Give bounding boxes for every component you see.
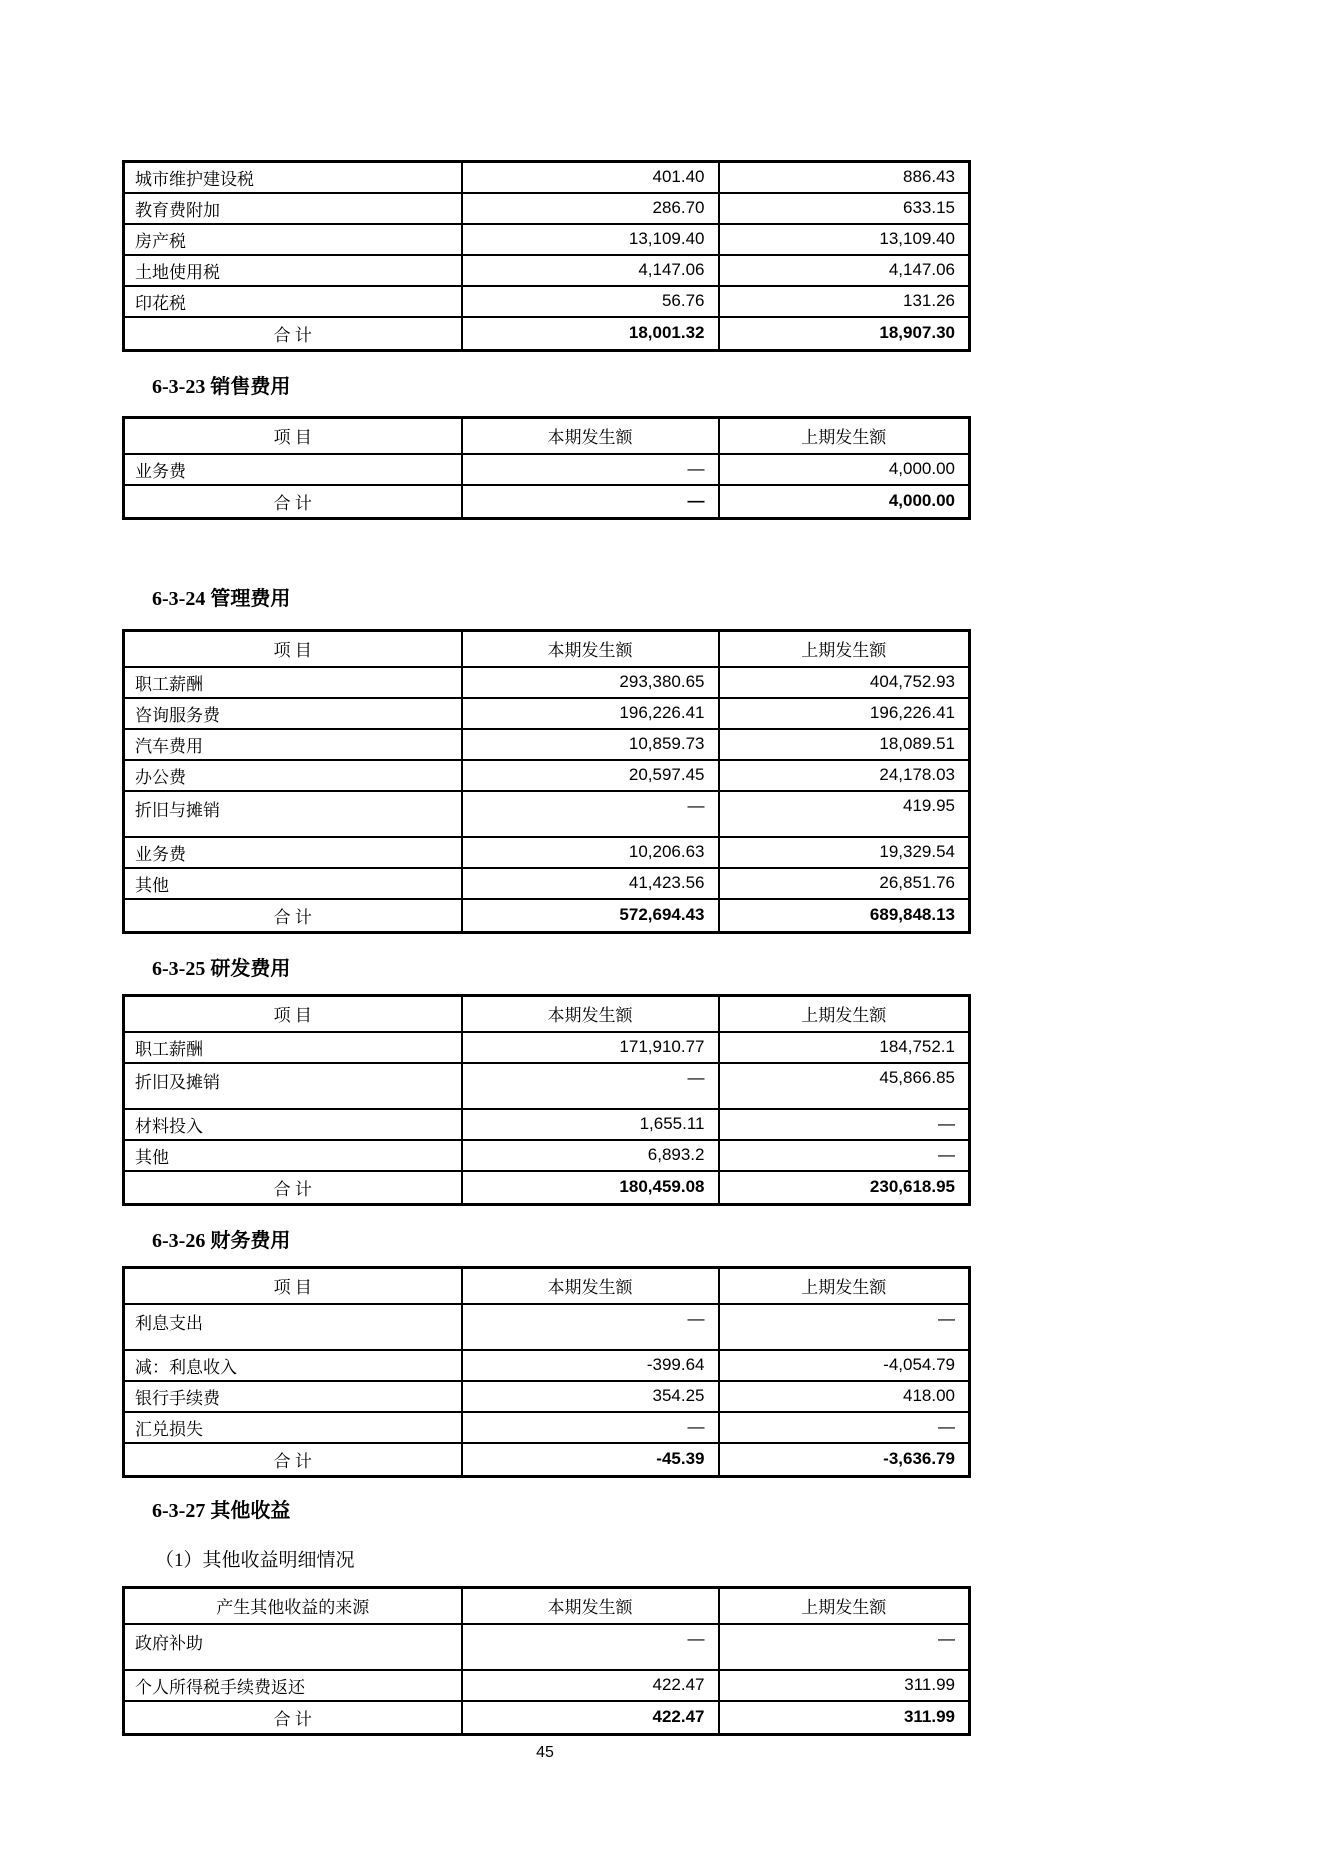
table-row: [124, 1304, 970, 1350]
column-header-current-period: 本期发生额: [462, 1268, 719, 1304]
row-label: 材料投入: [124, 1109, 462, 1140]
total-label: 合 计: [124, 1701, 462, 1735]
table-row: [124, 868, 970, 899]
current-period-value: 354.25: [462, 1381, 719, 1412]
table-row: [124, 667, 970, 698]
row-label: 汽车费用: [124, 729, 462, 760]
prior-period-value: 196,226.41: [719, 698, 970, 729]
total-row: [124, 1701, 970, 1735]
column-header-prior-period: 上期发生额: [719, 418, 970, 454]
current-period-value: 286.70: [462, 193, 719, 224]
table-row: [124, 760, 970, 791]
prior-period-value: -4,054.79: [719, 1350, 970, 1381]
prior-period-value: 404,752.93: [719, 667, 970, 698]
table-row: [124, 1032, 970, 1063]
current-period-value: 1,655.11: [462, 1109, 719, 1140]
column-header-current-period: 本期发生额: [462, 418, 719, 454]
current-period-value: —: [462, 454, 719, 485]
column-header-prior-period: 上期发生额: [719, 996, 970, 1032]
prior-period-value: 311.99: [719, 1670, 970, 1701]
total-label: 合 计: [124, 485, 462, 519]
total-prior-period-value: 689,848.13: [719, 899, 970, 933]
table-row: [124, 224, 970, 255]
row-label: 其他: [124, 1140, 462, 1171]
other-income-table: [122, 1586, 971, 1736]
row-label: 办公费: [124, 760, 462, 791]
current-period-value: 171,910.77: [462, 1032, 719, 1063]
total-current-period-value: 18,001.32: [462, 317, 719, 351]
admin-expenses-table: [122, 629, 971, 934]
table-row: [124, 1624, 970, 1670]
table-row: [124, 791, 970, 837]
current-period-value: 10,859.73: [462, 729, 719, 760]
current-period-value: 6,893.2: [462, 1140, 719, 1171]
prior-period-value: —: [719, 1140, 970, 1171]
row-label: 其他: [124, 868, 462, 899]
current-period-value: —: [462, 1412, 719, 1443]
total-current-period-value: 572,694.43: [462, 899, 719, 933]
prior-period-value: —: [719, 1412, 970, 1443]
total-current-period-value: -45.39: [462, 1443, 719, 1477]
row-label: 土地使用税: [124, 255, 462, 286]
row-label: 汇兑损失: [124, 1412, 462, 1443]
table-header-row: [124, 1268, 970, 1304]
total-current-period-value: 180,459.08: [462, 1171, 719, 1205]
column-header-item: 项 目: [124, 996, 462, 1032]
column-header-prior-period: 上期发生额: [719, 631, 970, 667]
total-row: [124, 317, 970, 351]
prior-period-value: 24,178.03: [719, 760, 970, 791]
current-period-value: —: [462, 1063, 719, 1109]
total-label: 合 计: [124, 899, 462, 933]
prior-period-value: 418.00: [719, 1381, 970, 1412]
prior-period-value: 19,329.54: [719, 837, 970, 868]
column-header-current-period: 本期发生额: [462, 1588, 719, 1624]
table-header-row: [124, 631, 970, 667]
page-number: 45: [536, 1744, 554, 1761]
row-label: 印花税: [124, 286, 462, 317]
prior-period-value: 4,000.00: [719, 454, 970, 485]
row-label: 折旧及摊销: [124, 1063, 462, 1109]
taxes-table: [122, 160, 971, 352]
prior-period-value: 131.26: [719, 286, 970, 317]
row-label: 城市维护建设税: [124, 162, 462, 193]
section-title-selling-expenses: 6-3-23 销售费用: [152, 376, 291, 398]
prior-period-value: —: [719, 1109, 970, 1140]
table-row: [124, 162, 970, 193]
prior-period-value: 26,851.76: [719, 868, 970, 899]
column-header-current-period: 本期发生额: [462, 996, 719, 1032]
current-period-value: 4,147.06: [462, 255, 719, 286]
row-label: 职工薪酬: [124, 1032, 462, 1063]
current-period-value: 41,423.56: [462, 868, 719, 899]
current-period-value: 13,109.40: [462, 224, 719, 255]
table-header-row: [124, 996, 970, 1032]
financial-expenses-table: [122, 1266, 971, 1478]
table-header-row: [124, 418, 970, 454]
row-label: 减：利息收入: [124, 1350, 462, 1381]
prior-period-value: 633.15: [719, 193, 970, 224]
section-title-admin-expenses: 6-3-24 管理费用: [152, 588, 291, 610]
table-row: [124, 1412, 970, 1443]
total-label: 合 计: [124, 1171, 462, 1205]
table-row: [124, 1670, 970, 1701]
current-period-value: -399.64: [462, 1350, 719, 1381]
column-header-item: 项 目: [124, 631, 462, 667]
row-label: 咨询服务费: [124, 698, 462, 729]
row-label: 利息支出: [124, 1304, 462, 1350]
total-prior-period-value: 230,618.95: [719, 1171, 970, 1205]
table-row: [124, 1350, 970, 1381]
row-label: 业务费: [124, 454, 462, 485]
row-label: 职工薪酬: [124, 667, 462, 698]
total-prior-period-value: 18,907.30: [719, 317, 970, 351]
table-row: [124, 1381, 970, 1412]
table-row: [124, 729, 970, 760]
row-label: 教育费附加: [124, 193, 462, 224]
page-content: [122, 0, 968, 1762]
total-row: [124, 899, 970, 933]
prior-period-value: 45,866.85: [719, 1063, 970, 1109]
column-header-item: 项 目: [124, 1268, 462, 1304]
section-title-other-income: 6-3-27 其他收益: [152, 1500, 291, 1522]
row-label: 业务费: [124, 837, 462, 868]
current-period-value: 196,226.41: [462, 698, 719, 729]
total-prior-period-value: 4,000.00: [719, 485, 970, 519]
total-label: 合 计: [124, 1443, 462, 1477]
row-label: 折旧与摊销: [124, 791, 462, 837]
current-period-value: —: [462, 1624, 719, 1670]
total-row: [124, 1443, 970, 1477]
selling-expenses-table: [122, 416, 971, 520]
total-prior-period-value: -3,636.79: [719, 1443, 970, 1477]
total-row: [124, 485, 970, 519]
row-label: 个人所得税手续费返还: [124, 1670, 462, 1701]
table-row: [124, 1063, 970, 1109]
table-row: [124, 1140, 970, 1171]
total-row: [124, 1171, 970, 1205]
current-period-value: 401.40: [462, 162, 719, 193]
current-period-value: 293,380.65: [462, 667, 719, 698]
current-period-value: 10,206.63: [462, 837, 719, 868]
prior-period-value: 13,109.40: [719, 224, 970, 255]
prior-period-value: —: [719, 1304, 970, 1350]
table-row: [124, 286, 970, 317]
current-period-value: —: [462, 791, 719, 837]
prior-period-value: —: [719, 1624, 970, 1670]
total-label: 合 计: [124, 317, 462, 351]
table-row: [124, 193, 970, 224]
prior-period-value: 184,752.1: [719, 1032, 970, 1063]
prior-period-value: 18,089.51: [719, 729, 970, 760]
current-period-value: 56.76: [462, 286, 719, 317]
row-label: 政府补助: [124, 1624, 462, 1670]
column-header-item: 项 目: [124, 418, 462, 454]
prior-period-value: 4,147.06: [719, 255, 970, 286]
row-label: 银行手续费: [124, 1381, 462, 1412]
table-row: [124, 255, 970, 286]
section-title-rd-expenses: 6-3-25 研发费用: [152, 958, 291, 980]
table-row: [124, 837, 970, 868]
column-header-current-period: 本期发生额: [462, 631, 719, 667]
current-period-value: —: [462, 1304, 719, 1350]
column-header-prior-period: 上期发生额: [719, 1588, 970, 1624]
prior-period-value: 886.43: [719, 162, 970, 193]
total-current-period-value: —: [462, 485, 719, 519]
current-period-value: 20,597.45: [462, 760, 719, 791]
table-row: [124, 698, 970, 729]
subsection-title-other-income-detail: （1）其他收益明细情况: [155, 1550, 355, 1571]
column-header-item: 产生其他收益的来源: [124, 1588, 462, 1624]
prior-period-value: 419.95: [719, 791, 970, 837]
row-label: 房产税: [124, 224, 462, 255]
rd-expenses-table: [122, 994, 971, 1206]
total-current-period-value: 422.47: [462, 1701, 719, 1735]
table-row: [124, 1109, 970, 1140]
table-header-row: [124, 1588, 970, 1624]
column-header-prior-period: 上期发生额: [719, 1268, 970, 1304]
total-prior-period-value: 311.99: [719, 1701, 970, 1735]
section-title-financial-expenses: 6-3-26 财务费用: [152, 1230, 291, 1252]
current-period-value: 422.47: [462, 1670, 719, 1701]
table-row: [124, 454, 970, 485]
